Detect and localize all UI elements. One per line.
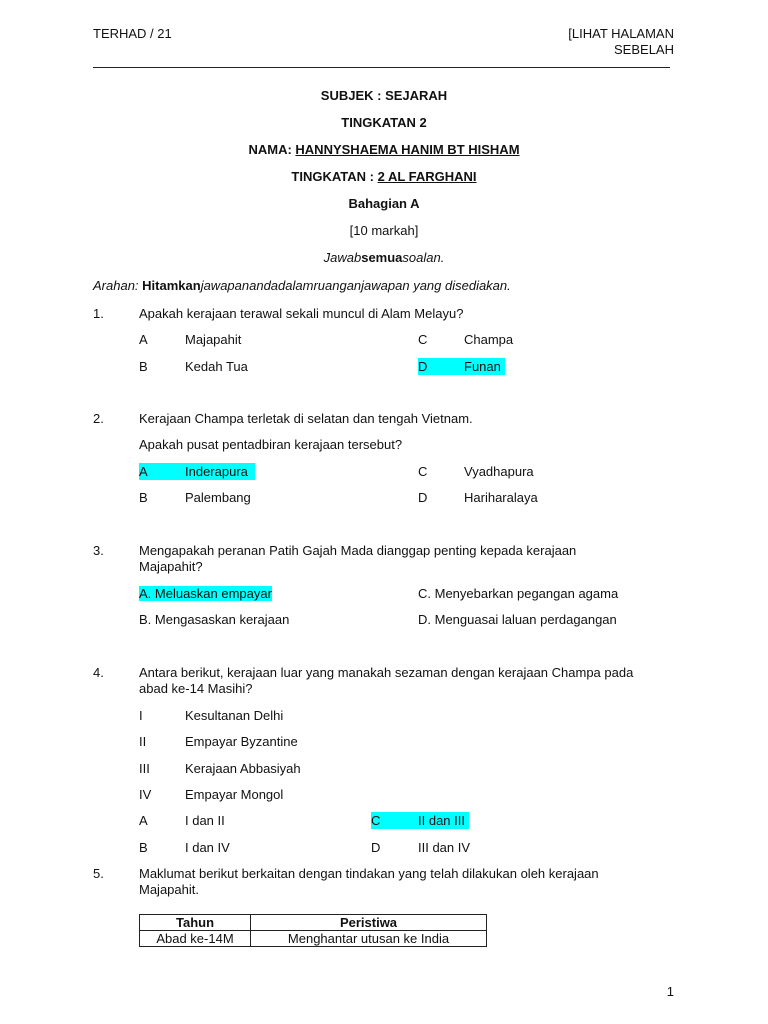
q4-item-text: Kesultanan Delhi — [185, 708, 284, 723]
form-title: TINGKATAN 2 — [341, 115, 427, 130]
q1-option-a-text: Majapahit — [185, 332, 242, 347]
q4-option-c-text: II dan III — [418, 813, 465, 828]
q2-option-a-text: Inderapura — [185, 464, 248, 479]
header-divider — [93, 67, 670, 68]
q5-text: Maklumat berikut berkaitan dengan tindakan yang telah dilakukan oleh kerajaan Majapahit. — [139, 866, 599, 897]
table-cell-year: Abad ke-14M — [140, 931, 251, 947]
table-row — [140, 931, 487, 947]
student-name — [93, 142, 675, 157]
answer-all-b: semua — [361, 250, 403, 265]
q2-text-line2: Apakah pusat pentadbiran kerajaan tersebut? — [139, 437, 403, 452]
class-value: 2 AL FARGHANI — [377, 169, 477, 184]
q1-option-d-letter: D — [418, 359, 428, 374]
instruction-label: Arahan: — [93, 278, 143, 293]
q4-option-a-text: I dan II — [185, 813, 225, 828]
section-title: Bahagian A — [348, 196, 420, 211]
q4-number: 4. — [93, 665, 104, 680]
q5-number: 5. — [93, 866, 104, 881]
q4-option-b-letter: B — [139, 840, 148, 855]
answer-all-c: soalan. — [402, 250, 445, 265]
q2-option-c-letter: C — [418, 464, 428, 479]
q4-option-d-letter: D — [371, 840, 381, 855]
q1-option-a-letter: A — [139, 332, 148, 347]
q4-text: Antara berikut, kerajaan luar yang manakah sezaman dengan kerajaan Champa pada abad ke-14 Masihi? — [139, 665, 634, 696]
q3-option-c: C. Menyebarkan pegangan agama — [418, 586, 619, 601]
q1-option-d-text: Funan — [464, 359, 501, 374]
q5-table — [139, 914, 487, 947]
q2-option-a-letter: A — [139, 464, 148, 479]
header-right-line2: SEBELAH — [614, 42, 674, 57]
name-value: HANNYSHAEMA HANIM BT HISHAM — [295, 142, 520, 157]
q1-text: Apakah kerajaan terawal sekali muncul di Alam Melayu? — [139, 306, 464, 321]
q4-option-b-text: I dan IV — [185, 840, 230, 855]
q2-number: 2. — [93, 411, 104, 426]
header-right — [568, 26, 674, 58]
q3-number: 3. — [93, 543, 104, 558]
q4-option-c-letter: C — [371, 813, 381, 828]
q4-item-roman: III — [139, 761, 150, 776]
table-header-year: Tahun — [140, 915, 251, 931]
q3-option-a — [139, 586, 272, 601]
section-marks: [10 markah] — [349, 223, 419, 238]
student-class — [93, 169, 675, 184]
q3-option-d: D. Menguasai laluan perdagangan — [418, 612, 617, 627]
table-cell-event: Menghantar utusan ke India — [251, 931, 487, 947]
q3-option-a-text: A. Meluaskan empayar — [139, 586, 272, 601]
table-header-row — [140, 915, 487, 931]
q4-item-text: Kerajaan Abbasiyah — [185, 761, 301, 776]
name-label: NAMA: — [248, 142, 296, 157]
answer-all-note — [93, 250, 675, 265]
q3-text: Mengapakah peranan Patih Gajah Mada dianggap penting kepada kerajaan Majapahit? — [139, 543, 577, 574]
page-number: 1 — [666, 984, 674, 999]
q1-option-c-letter: C — [418, 332, 428, 347]
answer-all-a: Jawab — [323, 250, 362, 265]
q1-number: 1. — [93, 306, 104, 321]
q2-text-line1: Kerajaan Champa terletak di selatan dan tengah Vietnam. — [139, 411, 473, 426]
q4-item-roman: II — [139, 734, 147, 749]
q4-item-text: Empayar Byzantine — [185, 734, 298, 749]
table-header-event: Peristiwa — [251, 915, 487, 931]
header-right-line1: [LIHAT HALAMAN — [568, 26, 674, 41]
q3-option-b: B. Mengasaskan kerajaan — [139, 612, 290, 627]
q2-option-b-text: Palembang — [185, 490, 251, 505]
instruction — [93, 278, 511, 293]
q2-option-b-letter: B — [139, 490, 148, 505]
q2-option-d-text: Hariharalaya — [464, 490, 538, 505]
q1-option-b-letter: B — [139, 359, 148, 374]
instruction-rest: jawapanandadalamruanganjawapan yang disediakan. — [200, 278, 511, 293]
q1-option-c-text: Champa — [464, 332, 514, 347]
subject-title: SUBJEK : SEJARAH — [320, 88, 448, 103]
q4-item-roman: I — [139, 708, 143, 723]
q2-option-d-letter: D — [418, 490, 428, 505]
q4-option-d-text: III dan IV — [418, 840, 471, 855]
q4-option-a-letter: A — [139, 813, 148, 828]
class-label: TINGKATAN : — [291, 169, 378, 184]
q2-option-c-text: Vyadhapura — [464, 464, 534, 479]
q4-item-roman: IV — [139, 787, 152, 802]
q4-item-text: Empayar Mongol — [185, 787, 284, 802]
q1-option-b-text: Kedah Tua — [185, 359, 248, 374]
instruction-bold: Hitamkan — [142, 278, 201, 293]
header-left: TERHAD / 21 — [93, 26, 172, 41]
